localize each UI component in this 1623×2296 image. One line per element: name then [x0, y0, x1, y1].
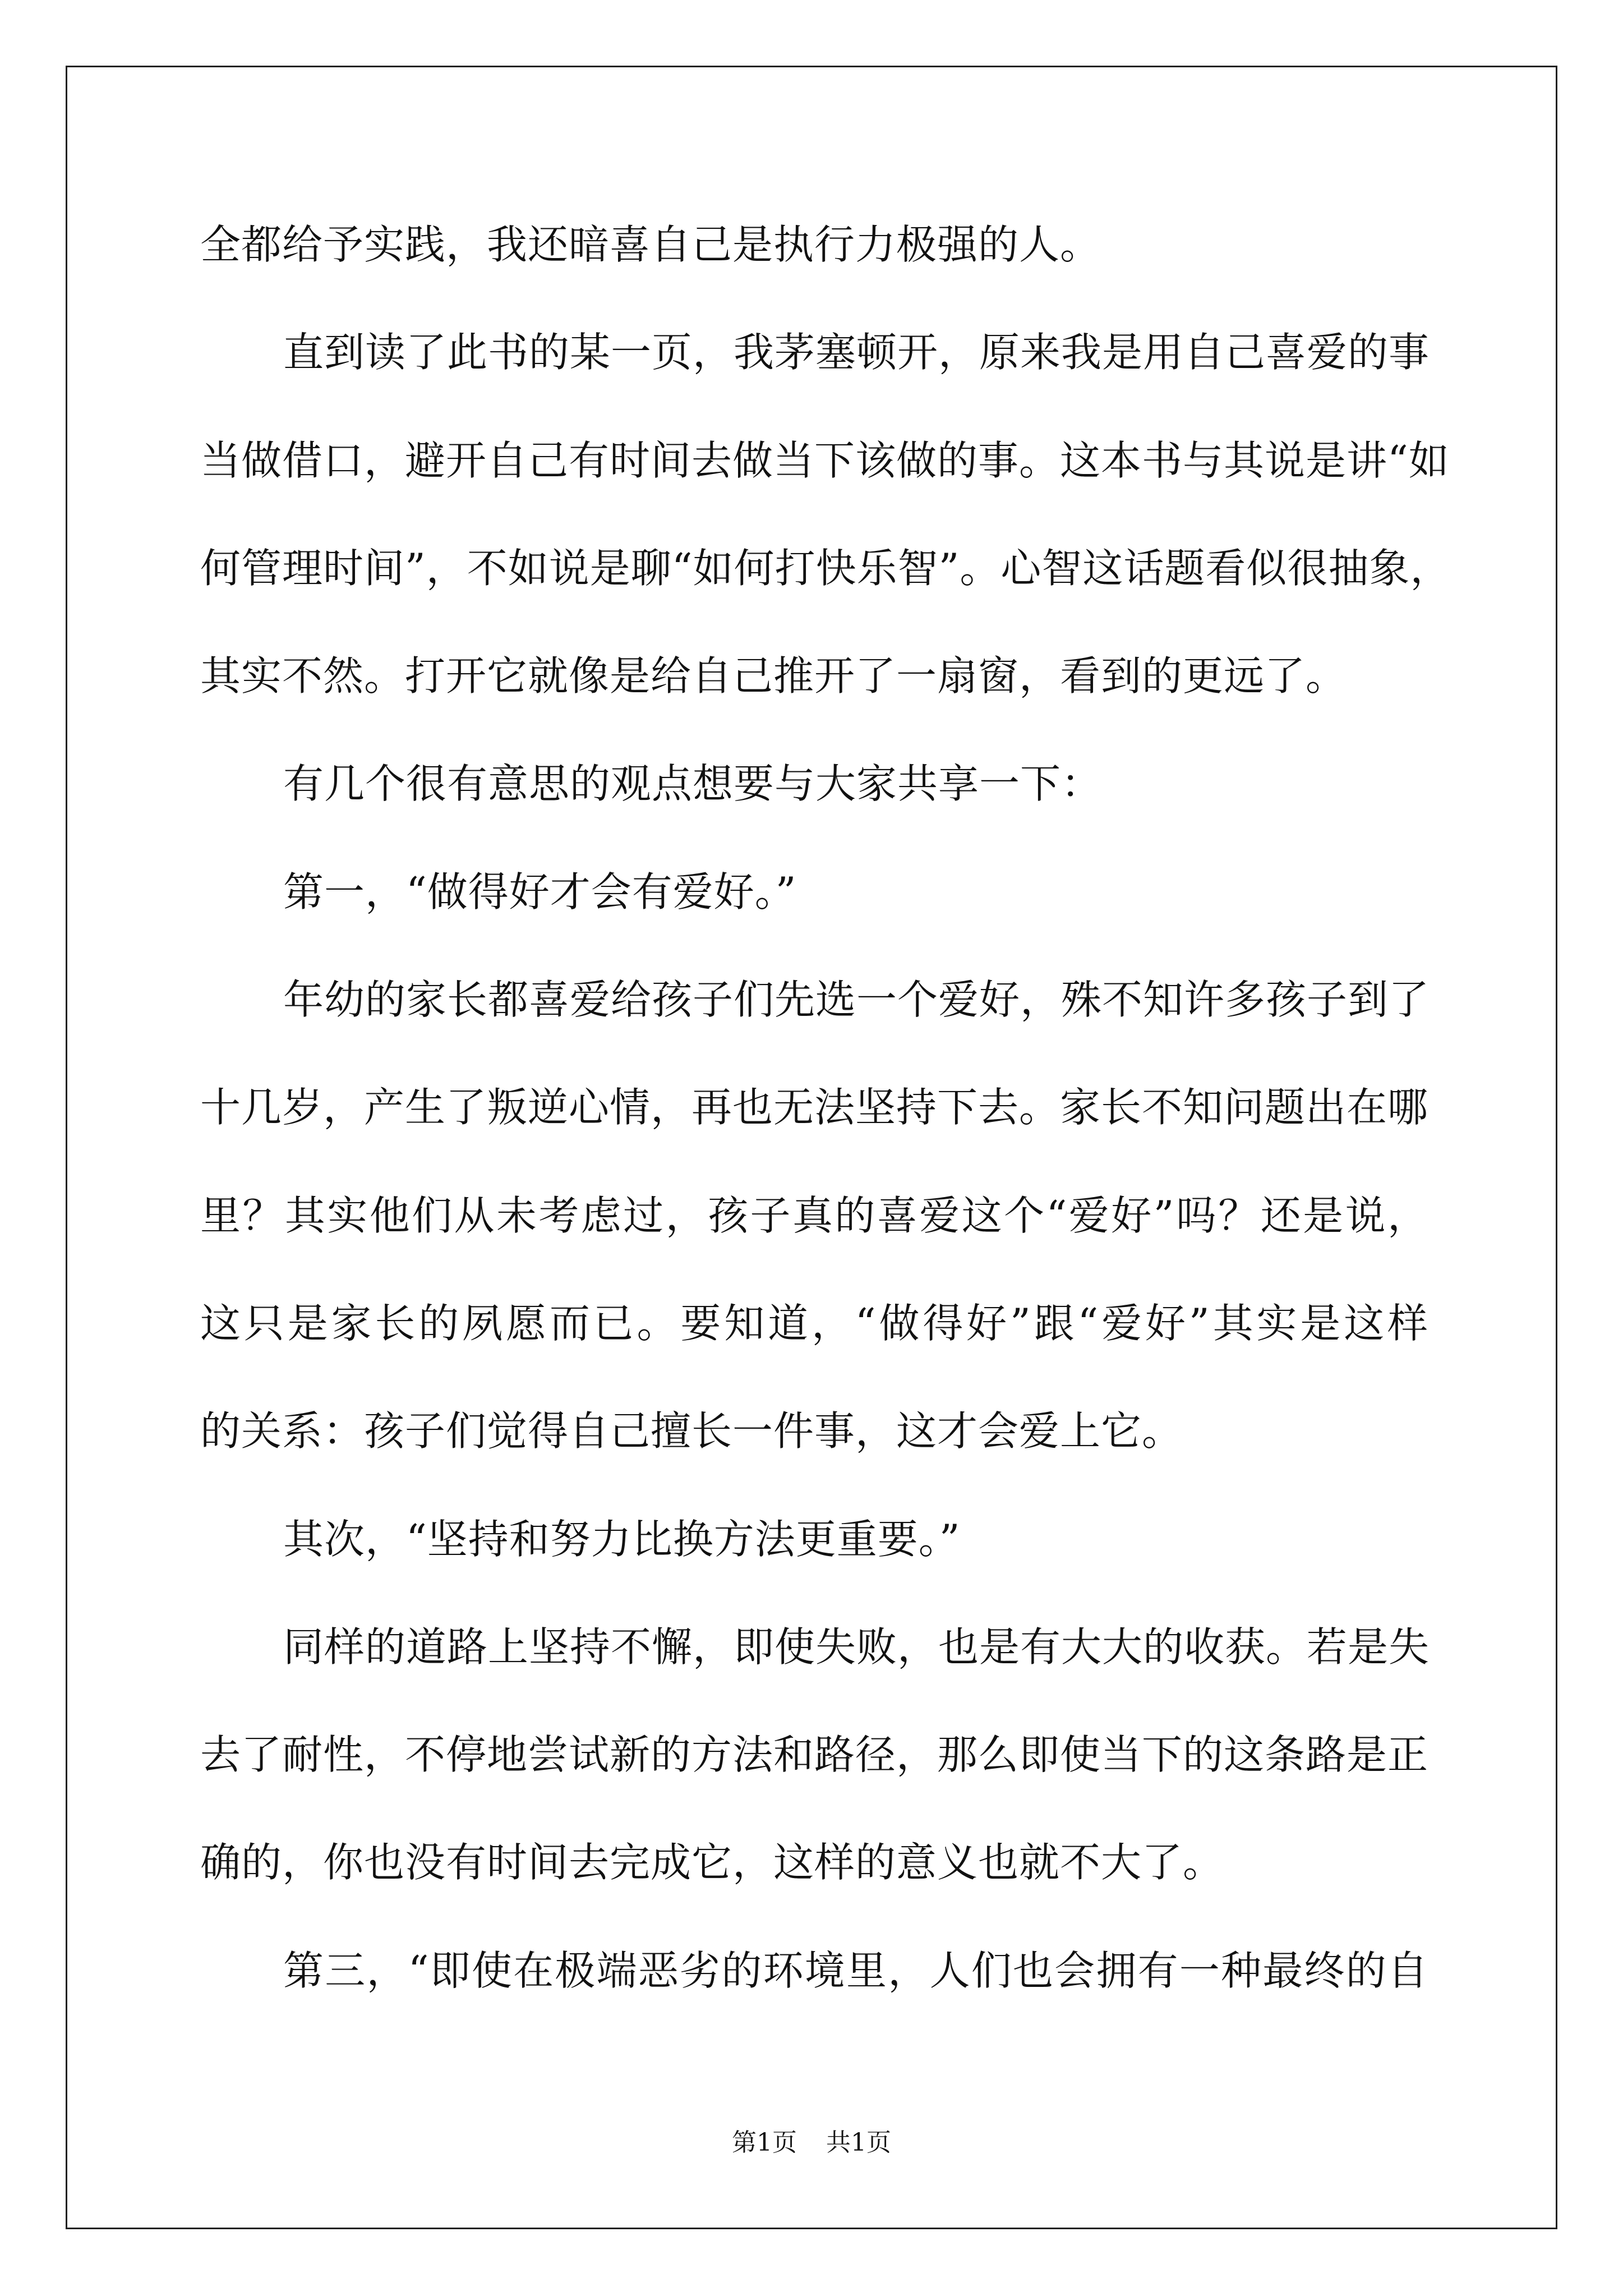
text-line-17: 第三，“即使在极端恶劣的环境里，人们也会拥有一种最终的自: [283, 1947, 1428, 1994]
text-line-13: 其次，“坚持和努力比换方法更重要。”: [283, 1515, 961, 1563]
text-line-6: 有几个很有意思的观点想要与大家共享一下：: [283, 760, 1103, 808]
page-number: 第1页: [732, 2128, 797, 2157]
text-line-9: 十几岁，产生了叛逆心情，再也无法坚持下去。家长不知问题出在哪: [200, 1084, 1429, 1131]
page-footer: [0, 2126, 1623, 2160]
text-line-8: 年幼的家长都喜爱给孩子们先选一个爱好，殊不知许多孩子到了: [283, 976, 1430, 1024]
page-total: 共1页: [826, 2128, 891, 2157]
text-line-14: 同样的道路上坚持不懈，即使失败，也是有大大的收获。若是失: [283, 1623, 1430, 1671]
text-line-2: 直到读了此书的某一页，我茅塞顿开，原来我是用自己喜爱的事: [283, 329, 1430, 376]
document-body: [200, 191, 1451, 2024]
text-line-11: 这只是家长的夙愿而已。要知道，“做得好”跟“爱好”其实是这样: [200, 1299, 1428, 1347]
text-line-15: 去了耐性，不停地尝试新的方法和路径，那么即使当下的这条路是正: [200, 1731, 1429, 1779]
text-line-1: 全都给予实践，我还暗喜自己是执行力极强的人。: [200, 221, 1101, 268]
text-line-16: 确的，你也没有时间去完成它，这样的意义也就不大了。: [200, 1839, 1224, 1887]
text-line-12: 的关系：孩子们觉得自己擅长一件事，这才会爱上它。: [200, 1407, 1183, 1455]
text-line-4: 何管理时间”，不如说是聊“如何打快乐智”。心智这话题看似很抽象，: [200, 544, 1451, 592]
text-line-3: 当做借口，避开自己有时间去做当下该做的事。这本书与其说是讲“如: [200, 436, 1450, 484]
text-line-10: 里？其实他们从未考虑过，孩子真的喜爱这个“爱好”吗？还是说，: [200, 1191, 1428, 1239]
text-line-7: 第一，“做得好才会有爱好。”: [283, 868, 797, 915]
text-line-5: 其实不然。打开它就像是给自己推开了一扇窗，看到的更远了。: [200, 652, 1347, 700]
